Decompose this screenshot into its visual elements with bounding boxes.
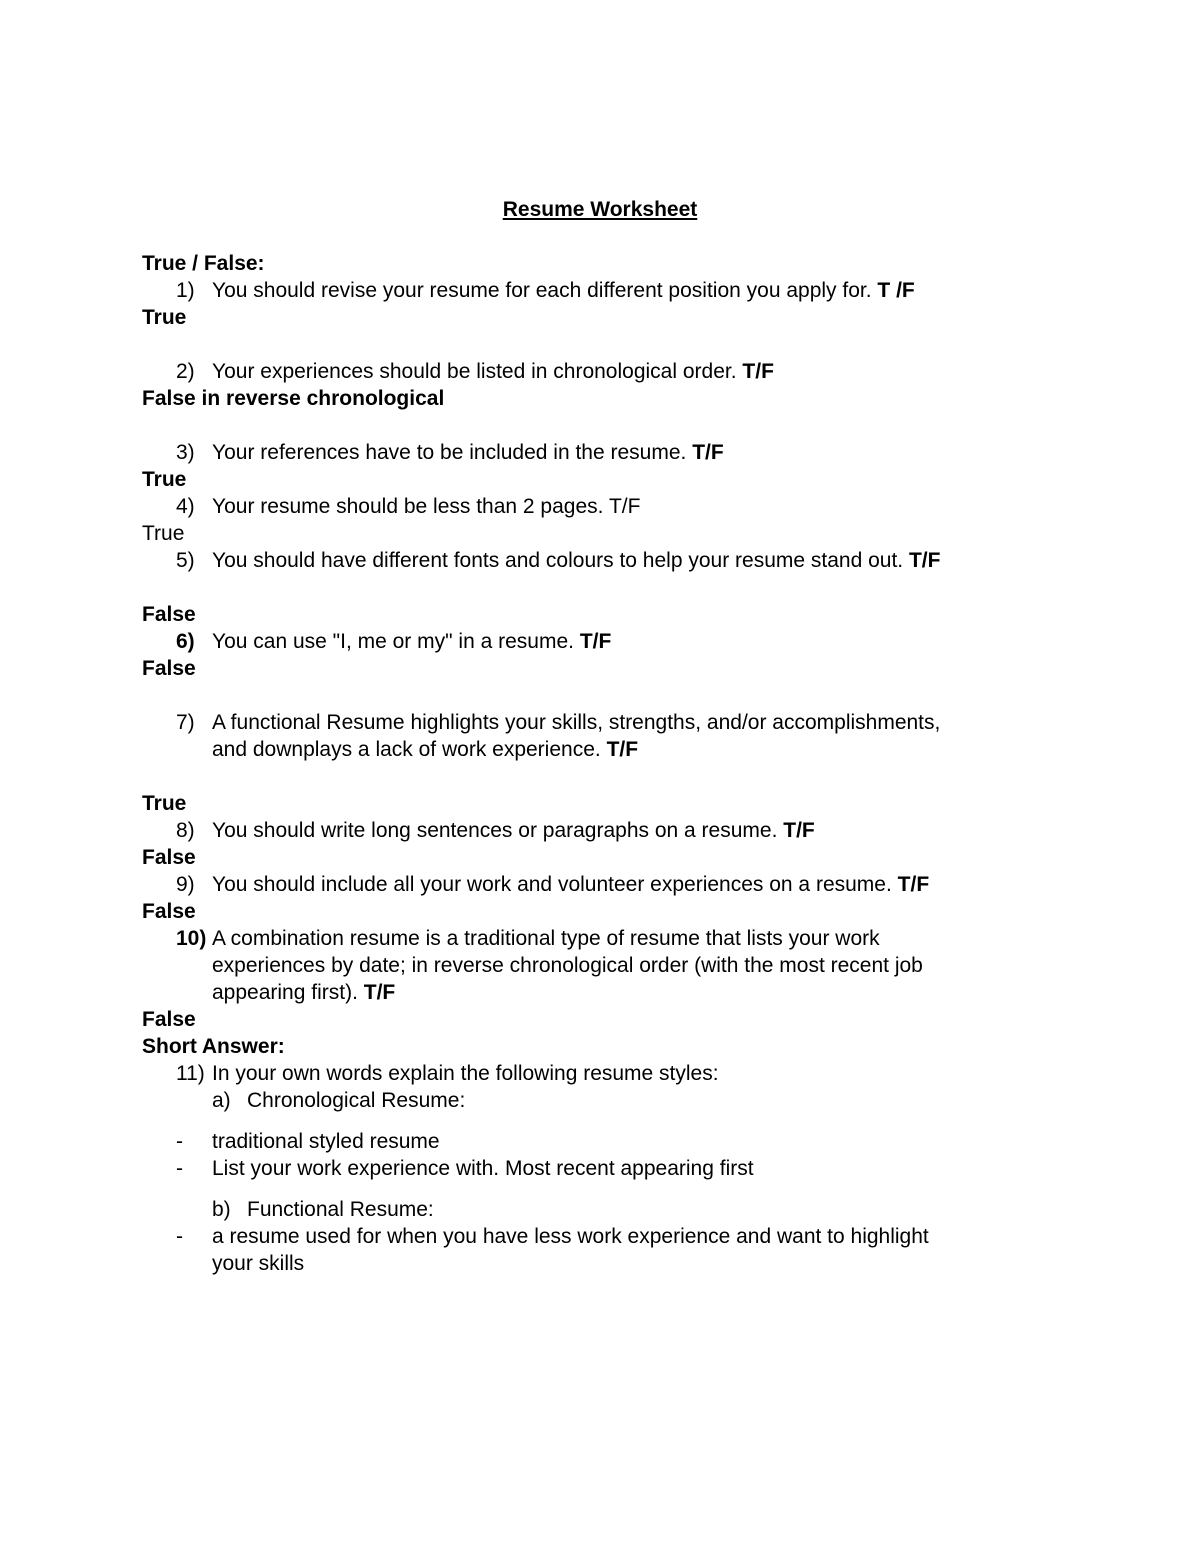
- question-number: 3): [176, 441, 195, 464]
- question-number: 10): [176, 927, 207, 950]
- bullet-item: [142, 1128, 1142, 1155]
- page-title: Resume Worksheet: [502, 198, 698, 221]
- tf-marker: T/F: [692, 441, 724, 464]
- question-text: Your resume should be less than 2 pages. T/F: [212, 495, 641, 518]
- tf-marker: T/F: [579, 630, 612, 653]
- tf-marker: T/F: [742, 360, 774, 383]
- question-10: [142, 925, 1142, 952]
- question-10-cont: [142, 952, 1142, 979]
- question-number: 2): [176, 360, 195, 383]
- bullet-text: List your work experience with. Most recent appearing first: [212, 1157, 754, 1180]
- answer-3: True: [142, 468, 187, 491]
- bullet-text: your skills: [212, 1252, 305, 1275]
- part-a: [142, 1087, 1142, 1114]
- question-3: [142, 439, 1142, 466]
- tf-marker: T/F: [606, 738, 639, 761]
- question-text: experiences by date; in reverse chronological order (with the most recent job: [212, 954, 923, 977]
- short-answer-heading: Short Answer:: [142, 1035, 285, 1058]
- answer-1: True: [142, 306, 187, 329]
- answer-2: False in reverse chronological: [142, 387, 445, 410]
- dash-bullet: -: [176, 1130, 183, 1153]
- question-number: 8): [176, 819, 195, 842]
- question-11: [142, 1060, 1142, 1087]
- question-number: 9): [176, 873, 195, 896]
- answer-6: False: [142, 657, 196, 680]
- question-text: You should revise your resume for each different position you apply for. T /F: [212, 279, 915, 302]
- question-text: appearing first). T/F: [212, 981, 396, 1004]
- dash-bullet: -: [176, 1225, 183, 1248]
- bullet-text: traditional styled resume: [212, 1130, 440, 1153]
- part-text: Chronological Resume:: [247, 1089, 466, 1112]
- question-text: and downplays a lack of work experience. T/F: [212, 738, 639, 761]
- dash-bullet: -: [176, 1157, 183, 1180]
- true-false-heading: True / False:: [142, 252, 265, 275]
- question-number: 6): [176, 630, 195, 653]
- question-8: [142, 817, 1142, 844]
- answer-4: True: [142, 522, 185, 545]
- question-text: You should have different fonts and colours to help your resume stand out. T/F: [212, 549, 941, 572]
- part-text: Functional Resume:: [247, 1198, 434, 1221]
- question-text: You should write long sentences or paragraphs on a resume. T/F: [212, 819, 815, 842]
- tf-marker: T/F: [783, 819, 815, 842]
- answer-7: True: [142, 792, 187, 815]
- question-number: 11): [176, 1062, 205, 1085]
- worksheet-body: [142, 250, 1142, 1277]
- question-7: [142, 709, 1142, 736]
- question-10-cont: [142, 979, 1142, 1006]
- question-2: [142, 358, 1142, 385]
- answer-5: False: [142, 603, 196, 626]
- question-text: You should include all your work and volunteer experiences on a resume. T/F: [212, 873, 930, 896]
- question-5: [142, 547, 1142, 574]
- question-number: 7): [176, 711, 195, 734]
- question-number: 4): [176, 495, 195, 518]
- tf-marker: T/F: [908, 549, 941, 572]
- part-b: [142, 1196, 1142, 1223]
- question-number: 5): [176, 549, 195, 572]
- answer-9: False: [142, 900, 196, 923]
- answer-10: False: [142, 1008, 196, 1031]
- question-text: Your experiences should be listed in chronological order. T/F: [212, 360, 774, 383]
- question-text: A combination resume is a traditional type of resume that lists your work: [212, 927, 880, 950]
- question-9: [142, 871, 1142, 898]
- question-7-cont: [142, 736, 1142, 763]
- part-label: b): [212, 1198, 231, 1221]
- question-1: [142, 277, 1142, 304]
- tf-marker: T/F: [363, 981, 396, 1004]
- tf-marker: T/F: [897, 873, 930, 896]
- question-text: You can use "I, me or my" in a resume. T/F: [212, 630, 612, 653]
- part-label: a): [212, 1089, 231, 1112]
- bullet-text: a resume used for when you have less work experience and want to highlight: [212, 1225, 929, 1248]
- answer-8: False: [142, 846, 196, 869]
- tf-marker: T /F: [877, 279, 915, 302]
- question-4: [142, 493, 1142, 520]
- bullet-item-cont: [142, 1250, 1142, 1277]
- bullet-item: [142, 1155, 1142, 1182]
- bullet-item: [142, 1223, 1142, 1250]
- question-text: In your own words explain the following resume styles:: [212, 1062, 719, 1085]
- question-text: Your references have to be included in the resume. T/F: [212, 441, 724, 464]
- question-number: 1): [176, 279, 195, 302]
- question-6: [142, 628, 1142, 655]
- question-text: A functional Resume highlights your skills, strengths, and/or accomplishments,: [212, 711, 941, 734]
